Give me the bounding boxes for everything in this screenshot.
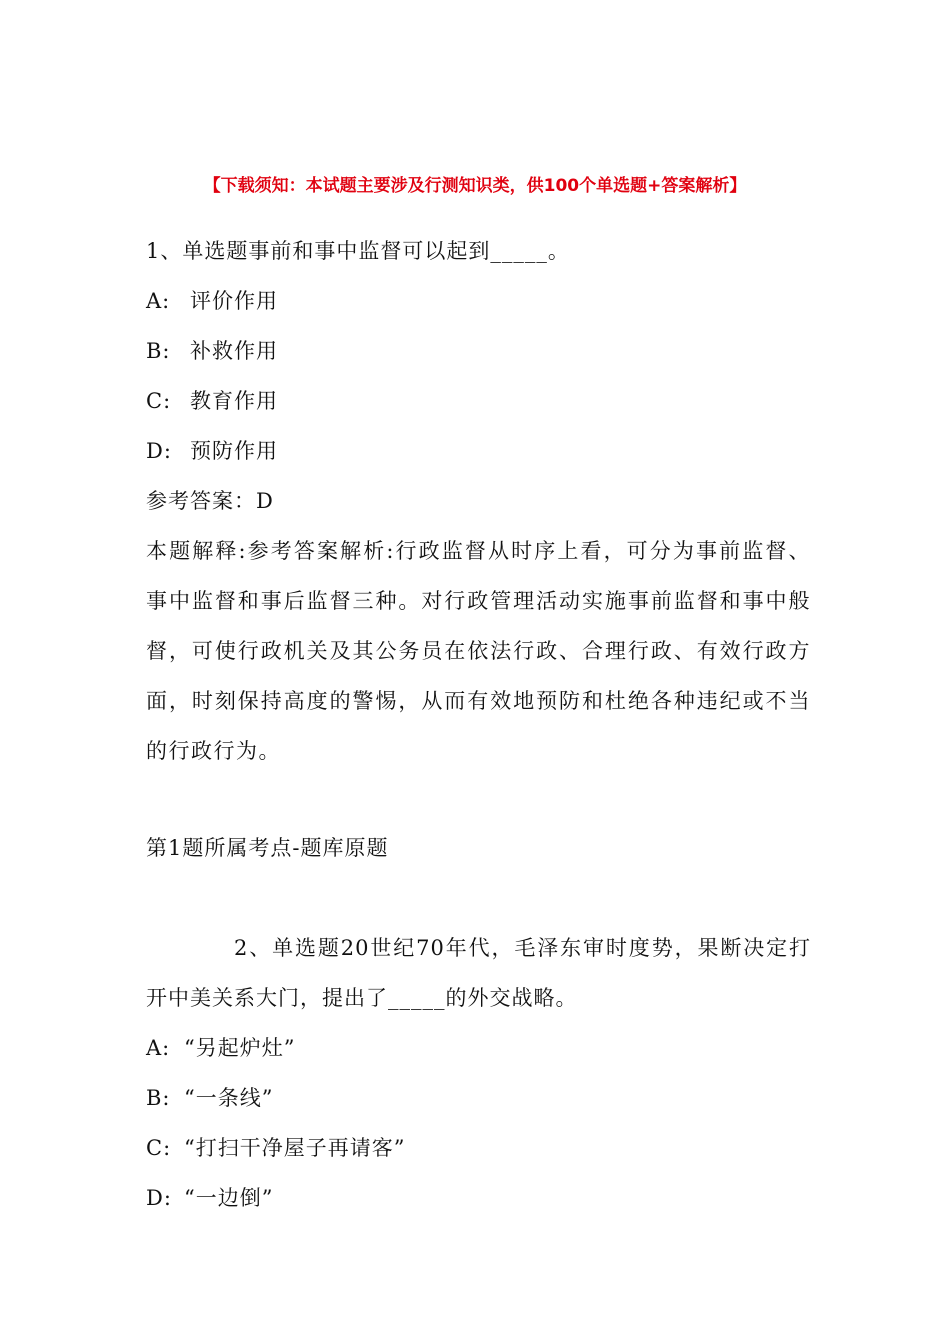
option-text: “打扫干净屋子再请客” (184, 1136, 406, 1160)
option-key: C: (146, 389, 172, 413)
q2-stem: 2、单选题20世纪70年代，毛泽东审时度势，果断决定打开中美关系大门，提出了_____的外交战略。 (146, 936, 811, 1010)
q1-explanation: 本题解释:参考答案解析:行政监督从时序上看，可分为事前监督、事中监督和事后监督三种。对行政管理活动实施事前监督和事中般督，可使行政机关及其公务员在依法行政、合理行政、有效行政方面，时刻保持高度的警惕，从而有效地预防和杜绝各种违纪或不当的行政行为。 (146, 539, 811, 763)
option-text: 评价作用 (190, 289, 278, 313)
option-text: “一边倒” (184, 1186, 274, 1210)
q1-topic: 第1题所属考点-题库原题 (146, 836, 389, 860)
q2-option-b (146, 1083, 273, 1113)
option-text: “一条线” (184, 1086, 274, 1110)
option-key: A: (146, 289, 171, 313)
option-text: 补救作用 (190, 339, 278, 363)
option-key: A: (146, 1036, 171, 1060)
q1-option-c (146, 386, 278, 416)
option-key: B: (146, 339, 171, 363)
q2-option-d (146, 1183, 273, 1213)
q2-option-a (146, 1033, 295, 1063)
option-key: D: (146, 1186, 172, 1210)
q1-option-d (146, 436, 278, 466)
download-notice: 【下载须知：本试题主要涉及行测知识类，供100个单选题+答案解析】 (203, 176, 747, 196)
q1-option-a (146, 286, 278, 316)
option-key: C: (146, 1136, 172, 1160)
q2-option-c (146, 1133, 405, 1163)
q1-stem: 1、单选题事前和事中监督可以起到_____。 (146, 239, 570, 263)
option-text: 预防作用 (190, 439, 278, 463)
q1-answer: 参考答案：D (146, 489, 274, 513)
option-text: 教育作用 (190, 389, 278, 413)
option-key: B: (146, 1086, 171, 1110)
option-text: “另起炉灶” (184, 1036, 296, 1060)
option-key: D: (146, 439, 172, 463)
q1-option-b (146, 336, 278, 366)
